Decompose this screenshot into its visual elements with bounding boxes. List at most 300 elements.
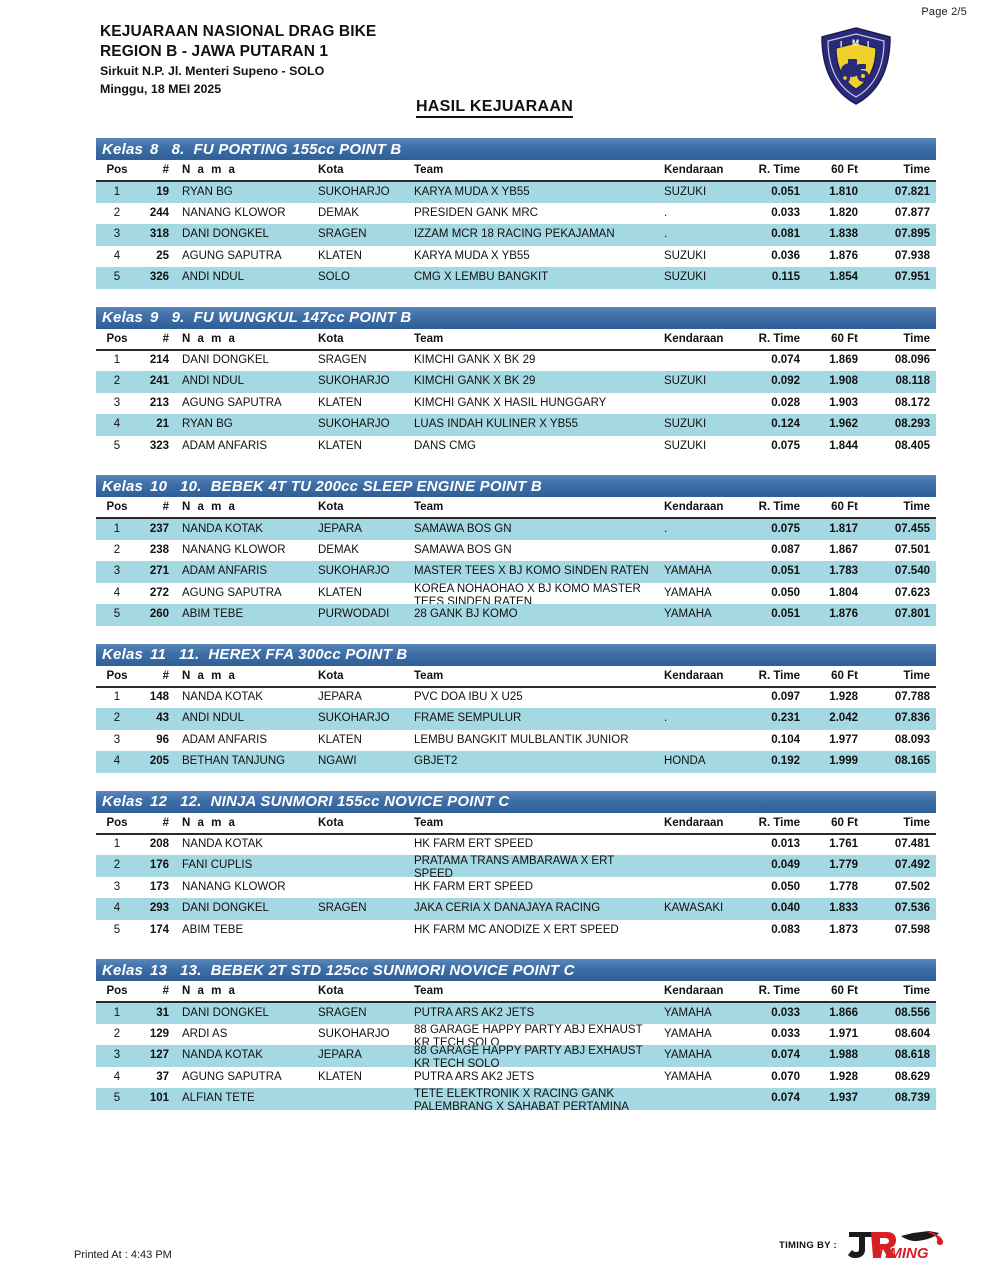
cell-time: 08.629 [894, 1070, 930, 1083]
cell-time: 07.788 [894, 691, 930, 704]
cell-pos: 3 [113, 733, 121, 746]
table-row [96, 393, 936, 415]
cell-team-text: KOREA NOHAOHAO X BJ KOMO MASTER TEES SINDEN RATEN [414, 582, 641, 604]
column-header-team: Team [410, 982, 660, 1002]
cell-nama: NANDA KOTAK [182, 1049, 263, 1062]
cell-time: 07.951 [894, 271, 930, 284]
cell-num: 25 [156, 249, 169, 262]
table-row [96, 246, 936, 268]
cell-team: FRAME SEMPULUR [414, 712, 522, 725]
class-title: NINJA SUNMORI 155cc NOVICE POINT C [210, 793, 510, 810]
cell-num: 237 [149, 522, 169, 535]
column-header-num: # [138, 667, 174, 687]
class-kelas-word: Kelas [102, 140, 144, 158]
cell-pos: 2 [113, 712, 121, 725]
cell-rtime: 0.097 [771, 691, 800, 704]
table-row [96, 203, 936, 225]
results-table [96, 667, 936, 773]
cell-kendaraan: SUZUKI [664, 418, 707, 431]
cell-pos: 1 [113, 691, 121, 704]
cell-pos: 4 [113, 1070, 121, 1083]
cell-pos: 3 [113, 880, 121, 893]
cell-ft60: 1.838 [829, 228, 858, 241]
cell-kendaraan: HONDA [664, 755, 706, 768]
cell-kendaraan [660, 730, 744, 752]
column-header-nama: N a m a [174, 330, 316, 350]
class-kelas-no: 13 [150, 961, 168, 979]
cell-time: 07.836 [894, 712, 930, 725]
cell-time: 07.623 [894, 586, 930, 599]
column-header-kendaraan: Kendaraan [660, 498, 744, 518]
cell-rtime: 0.092 [771, 375, 800, 388]
cell-ft60: 1.873 [829, 923, 858, 936]
event-date: Minggu, 18 MEI 2025 [100, 82, 222, 96]
cell-time: 08.405 [894, 439, 930, 452]
cell-num: 244 [149, 206, 169, 219]
cell-time: 08.739 [894, 1092, 930, 1105]
cell-nama: FANI CUPLIS [182, 859, 253, 872]
column-header-kota: Kota [316, 667, 410, 687]
cell-kendaraan: SUZUKI [664, 375, 707, 388]
class-title-bar [96, 307, 936, 330]
cell-rtime: 0.036 [771, 249, 800, 262]
cell-pos: 1 [113, 354, 121, 367]
results-table [96, 982, 936, 1110]
cell-team: MASTER TEES X BJ KOMO SINDEN RATEN [414, 565, 649, 578]
cell-num: 318 [149, 228, 169, 241]
cell-team: KIMCHI GANK X HASIL HUNGGARY [414, 396, 607, 409]
cell-ft60: 1.866 [829, 1006, 858, 1019]
cell-num: 271 [149, 565, 169, 578]
cell-nama: DANI DONGKEL [182, 1006, 269, 1019]
cell-pos: 2 [113, 859, 121, 872]
cell-team: LEMBU BANGKIT MULBLANTIK JUNIOR [414, 733, 629, 746]
table-row [96, 751, 936, 773]
column-header-num: # [138, 498, 174, 518]
cell-kota: SRAGEN [318, 902, 367, 915]
cell-rtime: 0.075 [771, 522, 800, 535]
cell-ft60: 1.869 [829, 354, 858, 367]
cell-time: 07.598 [894, 923, 930, 936]
table-row [96, 1024, 936, 1046]
class-idx: 13. [180, 961, 202, 979]
cell-ft60: 1.908 [829, 375, 858, 388]
cell-pos: 1 [113, 185, 121, 198]
cell-num: 272 [149, 586, 169, 599]
cell-pos: 3 [113, 396, 121, 409]
cell-ft60: 1.977 [829, 733, 858, 746]
cell-team: KIMCHI GANK X BK 29 [414, 354, 536, 367]
class-idx: 9. [171, 309, 185, 326]
cell-rtime: 0.074 [771, 1049, 800, 1062]
cell-kendaraan: YAMAHA [664, 1070, 712, 1083]
cell-time: 08.093 [894, 733, 930, 746]
table-row [96, 877, 936, 899]
cell-rtime: 0.050 [771, 880, 800, 893]
cell-num: 173 [149, 880, 169, 893]
cell-time: 07.455 [894, 522, 930, 535]
column-header-rtime: R. Time [744, 498, 806, 518]
cell-nama: ADAM ANFARIS [182, 733, 267, 746]
cell-kendaraan [660, 687, 744, 709]
cell-rtime: 0.115 [771, 271, 800, 284]
cell-nama: ADAM ANFARIS [182, 565, 267, 578]
cell-nama: NANDA KOTAK [182, 691, 263, 704]
class-title: FU PORTING 155cc POINT B [193, 140, 402, 158]
cell-kendaraan [660, 855, 744, 877]
cell-pos: 4 [113, 902, 121, 915]
cell-nama: NANANG KLOWOR [182, 206, 286, 219]
class-title: HEREX FFA 300cc POINT B [208, 646, 408, 663]
cell-ft60: 1.833 [829, 902, 858, 915]
cell-kota [316, 1088, 410, 1110]
cell-time: 07.536 [894, 902, 930, 915]
cell-kota: SUKOHARJO [318, 1027, 390, 1040]
column-header-pos: Pos [96, 982, 138, 1002]
cell-rtime: 0.074 [771, 354, 800, 367]
event-venue: Sirkuit N.P. Jl. Menteri Supeno - SOLO [100, 64, 325, 78]
imi-logo [818, 26, 894, 106]
cell-team: HK FARM ERT SPEED [414, 838, 534, 851]
cell-nama: NANDA KOTAK [182, 522, 263, 535]
table-row [96, 583, 936, 605]
cell-time: 08.604 [894, 1027, 930, 1040]
cell-team: KARYA MUDA X YB55 [414, 249, 530, 262]
cell-team: PUTRA ARS AK2 JETS [414, 1006, 535, 1019]
svg-text:I: I [840, 40, 843, 49]
cell-ft60: 2.042 [829, 712, 858, 725]
cell-num: 213 [149, 396, 169, 409]
cell-num: 241 [149, 375, 169, 388]
cell-nama: ABIM TEBE [182, 608, 244, 621]
column-header-pos: Pos [96, 498, 138, 518]
class-kelas-no: 8 [150, 140, 159, 158]
results-table [96, 814, 936, 942]
cell-kendaraan: . [664, 522, 668, 535]
cell-team [410, 855, 660, 877]
cell-rtime: 0.192 [771, 755, 800, 768]
cell-rtime: 0.028 [771, 396, 800, 409]
cell-pos: 2 [113, 206, 121, 219]
cell-ft60: 1.876 [829, 249, 858, 262]
cell-ft60: 1.928 [829, 1070, 858, 1083]
cell-ft60: 1.988 [829, 1049, 858, 1062]
jr-timing-logo [843, 1228, 961, 1262]
printed-at: Printed At : 4:43 PM [74, 1249, 172, 1261]
cell-nama: DANI DONGKEL [182, 228, 269, 241]
table-row [96, 371, 936, 393]
column-header-team: Team [410, 498, 660, 518]
class-kelas-no: 11 [150, 646, 167, 663]
column-header-team: Team [410, 667, 660, 687]
table-row [96, 834, 936, 856]
cell-num: 214 [149, 354, 169, 367]
cell-pos: 5 [113, 608, 121, 621]
cell-rtime: 0.231 [771, 712, 800, 725]
class-kelas-no: 12 [150, 793, 168, 810]
cell-team-text: PRATAMA TRANS AMBARAWA X ERT SPEED [414, 855, 615, 877]
cell-time: 08.096 [894, 354, 930, 367]
class-section [96, 959, 936, 1110]
cell-ft60: 1.844 [829, 439, 858, 452]
cell-nama: NANANG KLOWOR [182, 880, 286, 893]
table-header-row [96, 667, 936, 687]
column-header-team: Team [410, 330, 660, 350]
cell-num: 293 [149, 902, 169, 915]
table-row [96, 181, 936, 203]
cell-kendaraan: . [664, 206, 668, 219]
column-header-kendaraan: Kendaraan [660, 161, 744, 181]
cell-pos: 5 [113, 271, 121, 284]
class-idx: 11. [179, 646, 200, 663]
class-kelas-word: Kelas [102, 961, 144, 979]
column-header-kota: Kota [316, 161, 410, 181]
column-header-nama: N a m a [174, 814, 316, 834]
table-row [96, 540, 936, 562]
cell-ft60: 1.999 [829, 755, 858, 768]
table-header-row [96, 814, 936, 834]
page-title-text: HASIL KEJUARAAN [416, 98, 573, 118]
table-row [96, 687, 936, 709]
table-row [96, 1002, 936, 1024]
document-header [100, 22, 376, 98]
cell-kota [316, 920, 410, 942]
cell-num: 129 [149, 1027, 169, 1040]
cell-nama: BETHAN TANJUNG [182, 755, 286, 768]
timing-by-label: TIMING BY : [778, 1239, 837, 1251]
class-title-bar [96, 475, 936, 498]
cell-num: 208 [149, 838, 169, 851]
cell-rtime: 0.051 [771, 565, 800, 578]
column-header-ft60: 60 Ft [806, 330, 864, 350]
cell-ft60: 1.804 [829, 586, 858, 599]
cell-kota: SRAGEN [318, 228, 367, 241]
cell-num: 96 [156, 733, 169, 746]
cell-team: PUTRA ARS AK2 JETS [414, 1070, 535, 1083]
cell-kendaraan: YAMAHA [664, 565, 712, 578]
cell-team: SAMAWA BOS GN [414, 522, 512, 535]
cell-kendaraan: . [664, 228, 668, 241]
cell-kota: JEPARA [318, 1049, 362, 1062]
cell-pos: 5 [113, 1092, 121, 1105]
cell-kota: JEPARA [318, 691, 362, 704]
cell-kota: JEPARA [318, 522, 362, 535]
cell-ft60: 1.761 [829, 838, 858, 851]
column-header-num: # [138, 982, 174, 1002]
table-row [96, 414, 936, 436]
cell-team: LUAS INDAH KULINER X YB55 [414, 418, 579, 431]
cell-kota: DEMAK [318, 206, 359, 219]
class-idx: 8. [171, 140, 185, 158]
cell-kota [316, 877, 410, 899]
cell-kota: KLATEN [318, 586, 362, 599]
cell-num: 205 [149, 755, 169, 768]
cell-num: 260 [149, 608, 169, 621]
cell-kota: KLATEN [318, 396, 362, 409]
cell-kota [316, 855, 410, 877]
column-header-ft60: 60 Ft [806, 498, 864, 518]
class-title-bar [96, 959, 936, 982]
column-header-kendaraan: Kendaraan [660, 667, 744, 687]
cell-kota: PURWODADI [318, 608, 390, 621]
cell-pos: 1 [113, 522, 121, 535]
column-header-kota: Kota [316, 330, 410, 350]
table-row [96, 604, 936, 626]
cell-ft60: 1.867 [829, 543, 858, 556]
column-header-rtime: R. Time [744, 330, 806, 350]
table-row [96, 730, 936, 752]
cell-team: DANS CMG [414, 439, 476, 452]
cell-pos: 4 [113, 418, 121, 431]
cell-num: 148 [149, 691, 169, 704]
cell-team: KIMCHI GANK X BK 29 [414, 375, 536, 388]
cell-pos: 4 [113, 755, 121, 768]
column-header-pos: Pos [96, 161, 138, 181]
column-header-team: Team [410, 161, 660, 181]
cell-team [410, 1024, 660, 1046]
class-title-bar [96, 138, 936, 161]
cell-time: 07.502 [894, 880, 930, 893]
cell-team: CMG X LEMBU BANGKIT [414, 271, 549, 284]
cell-ft60: 1.854 [829, 271, 858, 284]
cell-time: 08.118 [895, 375, 930, 388]
table-row [96, 561, 936, 583]
cell-time: 07.492 [894, 859, 930, 872]
cell-kota: KLATEN [318, 439, 362, 452]
cell-pos: 3 [113, 1049, 121, 1062]
column-header-team: Team [410, 814, 660, 834]
cell-ft60: 1.903 [829, 396, 858, 409]
cell-pos: 3 [113, 565, 121, 578]
column-header-rtime: R. Time [744, 161, 806, 181]
cell-nama: ALFIAN TETE [182, 1092, 255, 1105]
results-sections [96, 138, 936, 1128]
column-header-num: # [138, 814, 174, 834]
class-section [96, 138, 936, 289]
cell-time: 08.293 [894, 418, 930, 431]
cell-team: HK FARM ERT SPEED [414, 880, 534, 893]
table-row [96, 1067, 936, 1089]
cell-kendaraan [660, 393, 744, 415]
svg-text:M: M [852, 37, 860, 48]
table-row [96, 436, 936, 458]
cell-ft60: 1.962 [829, 418, 858, 431]
column-header-ft60: 60 Ft [806, 814, 864, 834]
cell-time: 07.481 [894, 838, 930, 851]
class-kelas-no: 9 [150, 309, 159, 326]
cell-kota: SUKOHARJO [318, 565, 390, 578]
cell-num: 174 [149, 923, 169, 936]
cell-team: JAKA CERIA X DANAJAYA RACING [414, 902, 601, 915]
cell-nama: AGUNG SAPUTRA [182, 396, 282, 409]
table-header-row [96, 498, 936, 518]
cell-nama: AGUNG SAPUTRA [182, 249, 282, 262]
column-header-time: Time [864, 667, 936, 687]
cell-team-text: 88 GARAGE HAPPY PARTY ABJ EXHAUST KR TECH SOLO [414, 1045, 643, 1067]
cell-pos: 5 [113, 923, 121, 936]
cell-kendaraan: YAMAHA [664, 608, 712, 621]
table-row [96, 350, 936, 372]
class-kelas-word: Kelas [102, 477, 144, 495]
cell-num: 19 [156, 185, 169, 198]
cell-rtime: 0.051 [771, 185, 800, 198]
table-row [96, 708, 936, 730]
cell-rtime: 0.087 [771, 543, 800, 556]
column-header-kendaraan: Kendaraan [660, 814, 744, 834]
class-title: FU WUNGKUL 147cc POINT B [193, 309, 412, 326]
cell-team: 28 GANK BJ KOMO [414, 608, 518, 621]
cell-kota [316, 834, 410, 856]
cell-team: GBJET2 [414, 755, 458, 768]
cell-kendaraan: KAWASAKI [664, 902, 724, 915]
column-header-ft60: 60 Ft [806, 161, 864, 181]
cell-kota: SOLO [318, 271, 350, 284]
class-kelas-no: 10 [150, 477, 168, 495]
cell-kendaraan [660, 834, 744, 856]
cell-ft60: 1.937 [829, 1092, 858, 1105]
cell-pos: 3 [113, 228, 121, 241]
cell-kendaraan [660, 1088, 744, 1110]
cell-kota: SUKOHARJO [318, 712, 390, 725]
cell-kendaraan: SUZUKI [664, 271, 707, 284]
table-row [96, 1088, 936, 1110]
cell-num: 101 [149, 1092, 169, 1105]
svg-text:I: I [867, 40, 870, 49]
column-header-ft60: 60 Ft [806, 982, 864, 1002]
cell-nama: ANDI NDUL [182, 271, 244, 284]
cell-time: 07.895 [894, 228, 930, 241]
cell-pos: 4 [113, 249, 121, 262]
cell-team: PVC DOA IBU X U25 [414, 691, 523, 704]
cell-nama: AGUNG SAPUTRA [182, 586, 282, 599]
column-header-pos: Pos [96, 814, 138, 834]
cell-num: 326 [149, 271, 169, 284]
cell-ft60: 1.778 [829, 880, 858, 893]
cell-kendaraan: SUZUKI [664, 185, 707, 198]
column-header-kendaraan: Kendaraan [660, 982, 744, 1002]
cell-num: 127 [149, 1049, 169, 1062]
column-header-nama: N a m a [174, 667, 316, 687]
cell-nama: RYAN BG [182, 418, 233, 431]
class-kelas-word: Kelas [102, 646, 144, 663]
class-kelas-word: Kelas [102, 309, 144, 326]
cell-pos: 2 [113, 543, 121, 556]
cell-ft60: 1.779 [829, 859, 858, 872]
cell-rtime: 0.124 [771, 418, 800, 431]
svg-text:TIMING: TIMING [876, 1245, 929, 1262]
column-header-kota: Kota [316, 498, 410, 518]
cell-rtime: 0.033 [771, 1006, 800, 1019]
cell-num: 37 [156, 1070, 169, 1083]
cell-kendaraan: SUZUKI [664, 249, 707, 262]
class-section [96, 475, 936, 626]
cell-rtime: 0.051 [771, 608, 800, 621]
table-header-row [96, 161, 936, 181]
results-table [96, 498, 936, 626]
cell-time: 07.877 [894, 206, 930, 219]
column-header-pos: Pos [96, 667, 138, 687]
cell-rtime: 0.074 [771, 1092, 800, 1105]
cell-nama: DANI DONGKEL [182, 902, 269, 915]
cell-pos: 4 [113, 586, 121, 599]
table-row [96, 855, 936, 877]
cell-kendaraan: SUZUKI [664, 439, 707, 452]
cell-nama: DANI DONGKEL [182, 354, 269, 367]
cell-time: 07.501 [894, 543, 930, 556]
cell-rtime: 0.013 [771, 838, 800, 851]
page-number: Page 2/5 [921, 6, 967, 18]
cell-num: 21 [156, 418, 169, 431]
